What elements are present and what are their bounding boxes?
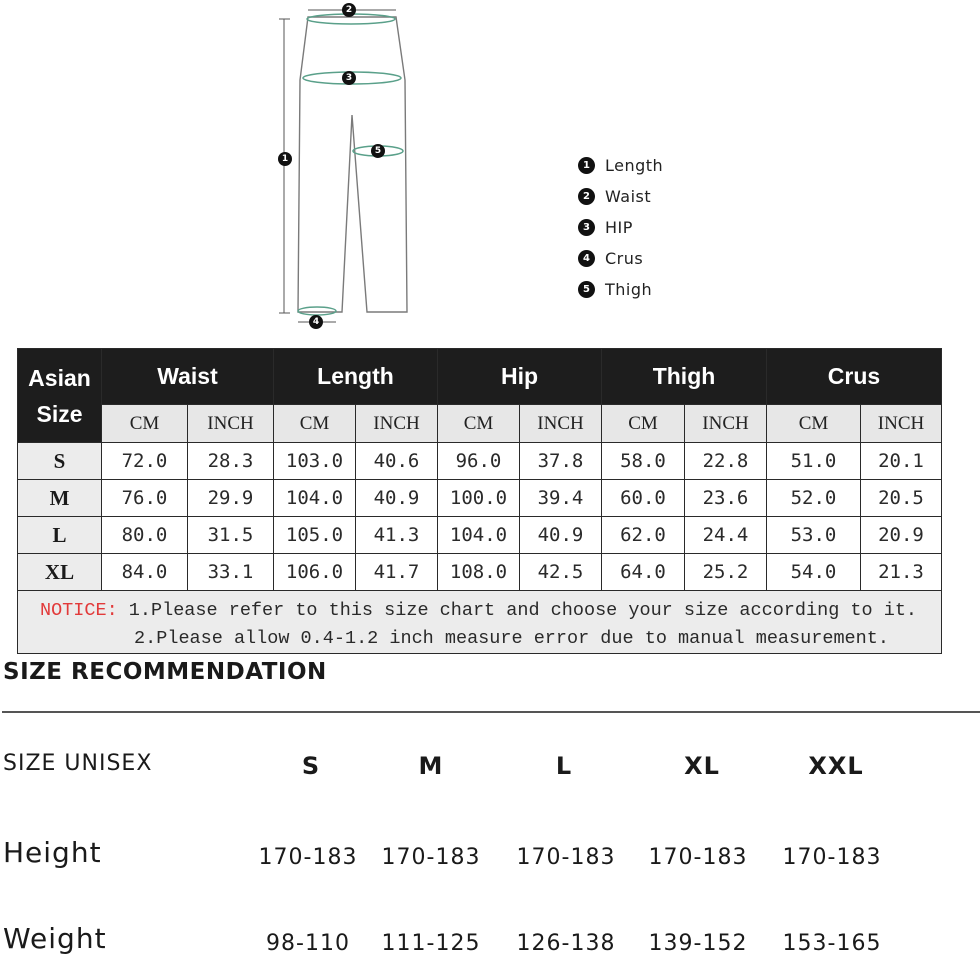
table-cell: 42.5 (520, 554, 602, 591)
group-header-length: Length (274, 349, 438, 405)
corner-header (18, 349, 102, 443)
table-cell: 60.0 (602, 480, 685, 517)
table-cell: 20.9 (861, 517, 942, 554)
table-cell: 29.9 (188, 480, 274, 517)
marker-waist: 2 (342, 3, 356, 17)
table-cell: 105.0 (274, 517, 356, 554)
pants-outline-drawing (270, 0, 420, 332)
unit-header-inch: INCH (520, 405, 602, 443)
table-cell: 64.0 (602, 554, 685, 591)
row-size-label: XL (18, 554, 102, 591)
row-size-label: L (18, 517, 102, 554)
group-header-thigh: Thigh (602, 349, 767, 405)
table-cell: 31.5 (188, 517, 274, 554)
table-cell: 41.3 (356, 517, 438, 554)
table-cell: 52.0 (767, 480, 861, 517)
legend-label: Thigh (605, 280, 653, 299)
unit-header-inch: INCH (356, 405, 438, 443)
marker-length: 1 (278, 152, 292, 166)
legend-item-hip (578, 212, 718, 243)
rec-weight-value: 126-138 (516, 931, 616, 956)
unit-header-cm: CM (274, 405, 356, 443)
table-cell: 41.7 (356, 554, 438, 591)
table-row (18, 554, 942, 591)
legend-label: Crus (605, 249, 644, 268)
row-size-label: S (18, 443, 102, 480)
legend-label: Waist (605, 187, 652, 206)
corner-header-line1: Asian (28, 364, 91, 391)
table-cell: 62.0 (602, 517, 685, 554)
legend-number: 4 (578, 250, 595, 267)
table-cell: 51.0 (767, 443, 861, 480)
table-cell: 72.0 (102, 443, 188, 480)
row-size-label: M (18, 480, 102, 517)
legend-label: HIP (605, 218, 633, 237)
rec-weight-value: 139-152 (648, 931, 748, 956)
pants-measurement-diagram (270, 0, 420, 332)
group-header-crus: Crus (767, 349, 942, 405)
table-cell: 96.0 (438, 443, 520, 480)
table-cell: 40.9 (520, 517, 602, 554)
unit-header-inch: INCH (685, 405, 767, 443)
marker-crus: 4 (309, 315, 323, 329)
rec-size-value: S (301, 752, 321, 780)
table-cell: 58.0 (602, 443, 685, 480)
table-cell: 84.0 (102, 554, 188, 591)
table-cell: 22.8 (685, 443, 767, 480)
table-cell: 40.6 (356, 443, 438, 480)
table-cell: 21.3 (861, 554, 942, 591)
table-cell: 100.0 (438, 480, 520, 517)
table-cell: 104.0 (274, 480, 356, 517)
rec-height-value: 170-183 (381, 845, 481, 870)
legend-item-crus (578, 243, 718, 274)
legend-item-thigh (578, 274, 718, 305)
legend-item-length (578, 150, 718, 181)
legend-number: 1 (578, 157, 595, 174)
legend-label: Length (605, 156, 664, 175)
legend-number: 2 (578, 188, 595, 205)
notice-line-1: 1.Please refer to this size chart and choose your size according to it. (128, 600, 918, 621)
unit-header-inch: INCH (188, 405, 274, 443)
rec-weight-value: 111-125 (381, 931, 481, 956)
rec-height-value: 170-183 (648, 845, 748, 870)
corner-header-line2: Size (36, 400, 83, 427)
table-cell: 33.1 (188, 554, 274, 591)
table-cell: 20.5 (861, 480, 942, 517)
group-header-hip: Hip (438, 349, 602, 405)
rec-weight-value: 98-110 (266, 931, 350, 956)
table-cell: 28.3 (188, 443, 274, 480)
table-cell: 23.6 (685, 480, 767, 517)
unit-header-cm: CM (102, 405, 188, 443)
rec-weight-value: 153-165 (782, 931, 882, 956)
table-cell: 24.4 (685, 517, 767, 554)
table-cell: 108.0 (438, 554, 520, 591)
unit-header-cm: CM (438, 405, 520, 443)
notice-label: NOTICE: (39, 600, 118, 621)
table-cell: 25.2 (685, 554, 767, 591)
table-unit-header-row (18, 405, 942, 443)
rec-size-value: M (418, 752, 444, 780)
measurement-legend (578, 150, 718, 305)
rec-size-value: L (555, 752, 573, 780)
group-header-waist: Waist (102, 349, 274, 405)
rec-height-value: 170-183 (782, 845, 882, 870)
table-cell: 40.9 (356, 480, 438, 517)
marker-hip: 3 (342, 71, 356, 85)
table-cell: 39.4 (520, 480, 602, 517)
table-cell: 80.0 (102, 517, 188, 554)
recommendation-title: SIZE RECOMMENDATION (3, 659, 327, 685)
recommendation-divider (2, 711, 980, 713)
notice-row (18, 591, 942, 654)
size-chart-table (17, 348, 942, 654)
table-cell: 106.0 (274, 554, 356, 591)
unit-header-cm: CM (602, 405, 685, 443)
table-cell: 54.0 (767, 554, 861, 591)
rec-size-value: XXL (808, 752, 864, 780)
unit-header-cm: CM (767, 405, 861, 443)
notice-line-2: 2.Please allow 0.4-1.2 inch measure error due to manual measurement. (134, 628, 889, 649)
table-cell: 53.0 (767, 517, 861, 554)
table-row (18, 517, 942, 554)
notice-cell (18, 591, 942, 654)
marker-thigh: 5 (371, 144, 385, 158)
table-cell: 76.0 (102, 480, 188, 517)
rec-height-value: 170-183 (516, 845, 616, 870)
legend-item-waist (578, 181, 718, 212)
table-group-header-row (18, 349, 942, 405)
table-cell: 103.0 (274, 443, 356, 480)
table-cell: 37.8 (520, 443, 602, 480)
unit-header-inch: INCH (861, 405, 942, 443)
table-row (18, 443, 942, 480)
rec-height-value: 170-183 (258, 845, 358, 870)
legend-number: 5 (578, 281, 595, 298)
table-row (18, 480, 942, 517)
weight-label: Weight (3, 922, 107, 955)
rec-size-value: XL (684, 752, 720, 780)
table-cell: 104.0 (438, 517, 520, 554)
legend-number: 3 (578, 219, 595, 236)
height-label: Height (3, 836, 102, 869)
table-cell: 20.1 (861, 443, 942, 480)
size-unisex-label: SIZE UNISEX (3, 751, 153, 776)
